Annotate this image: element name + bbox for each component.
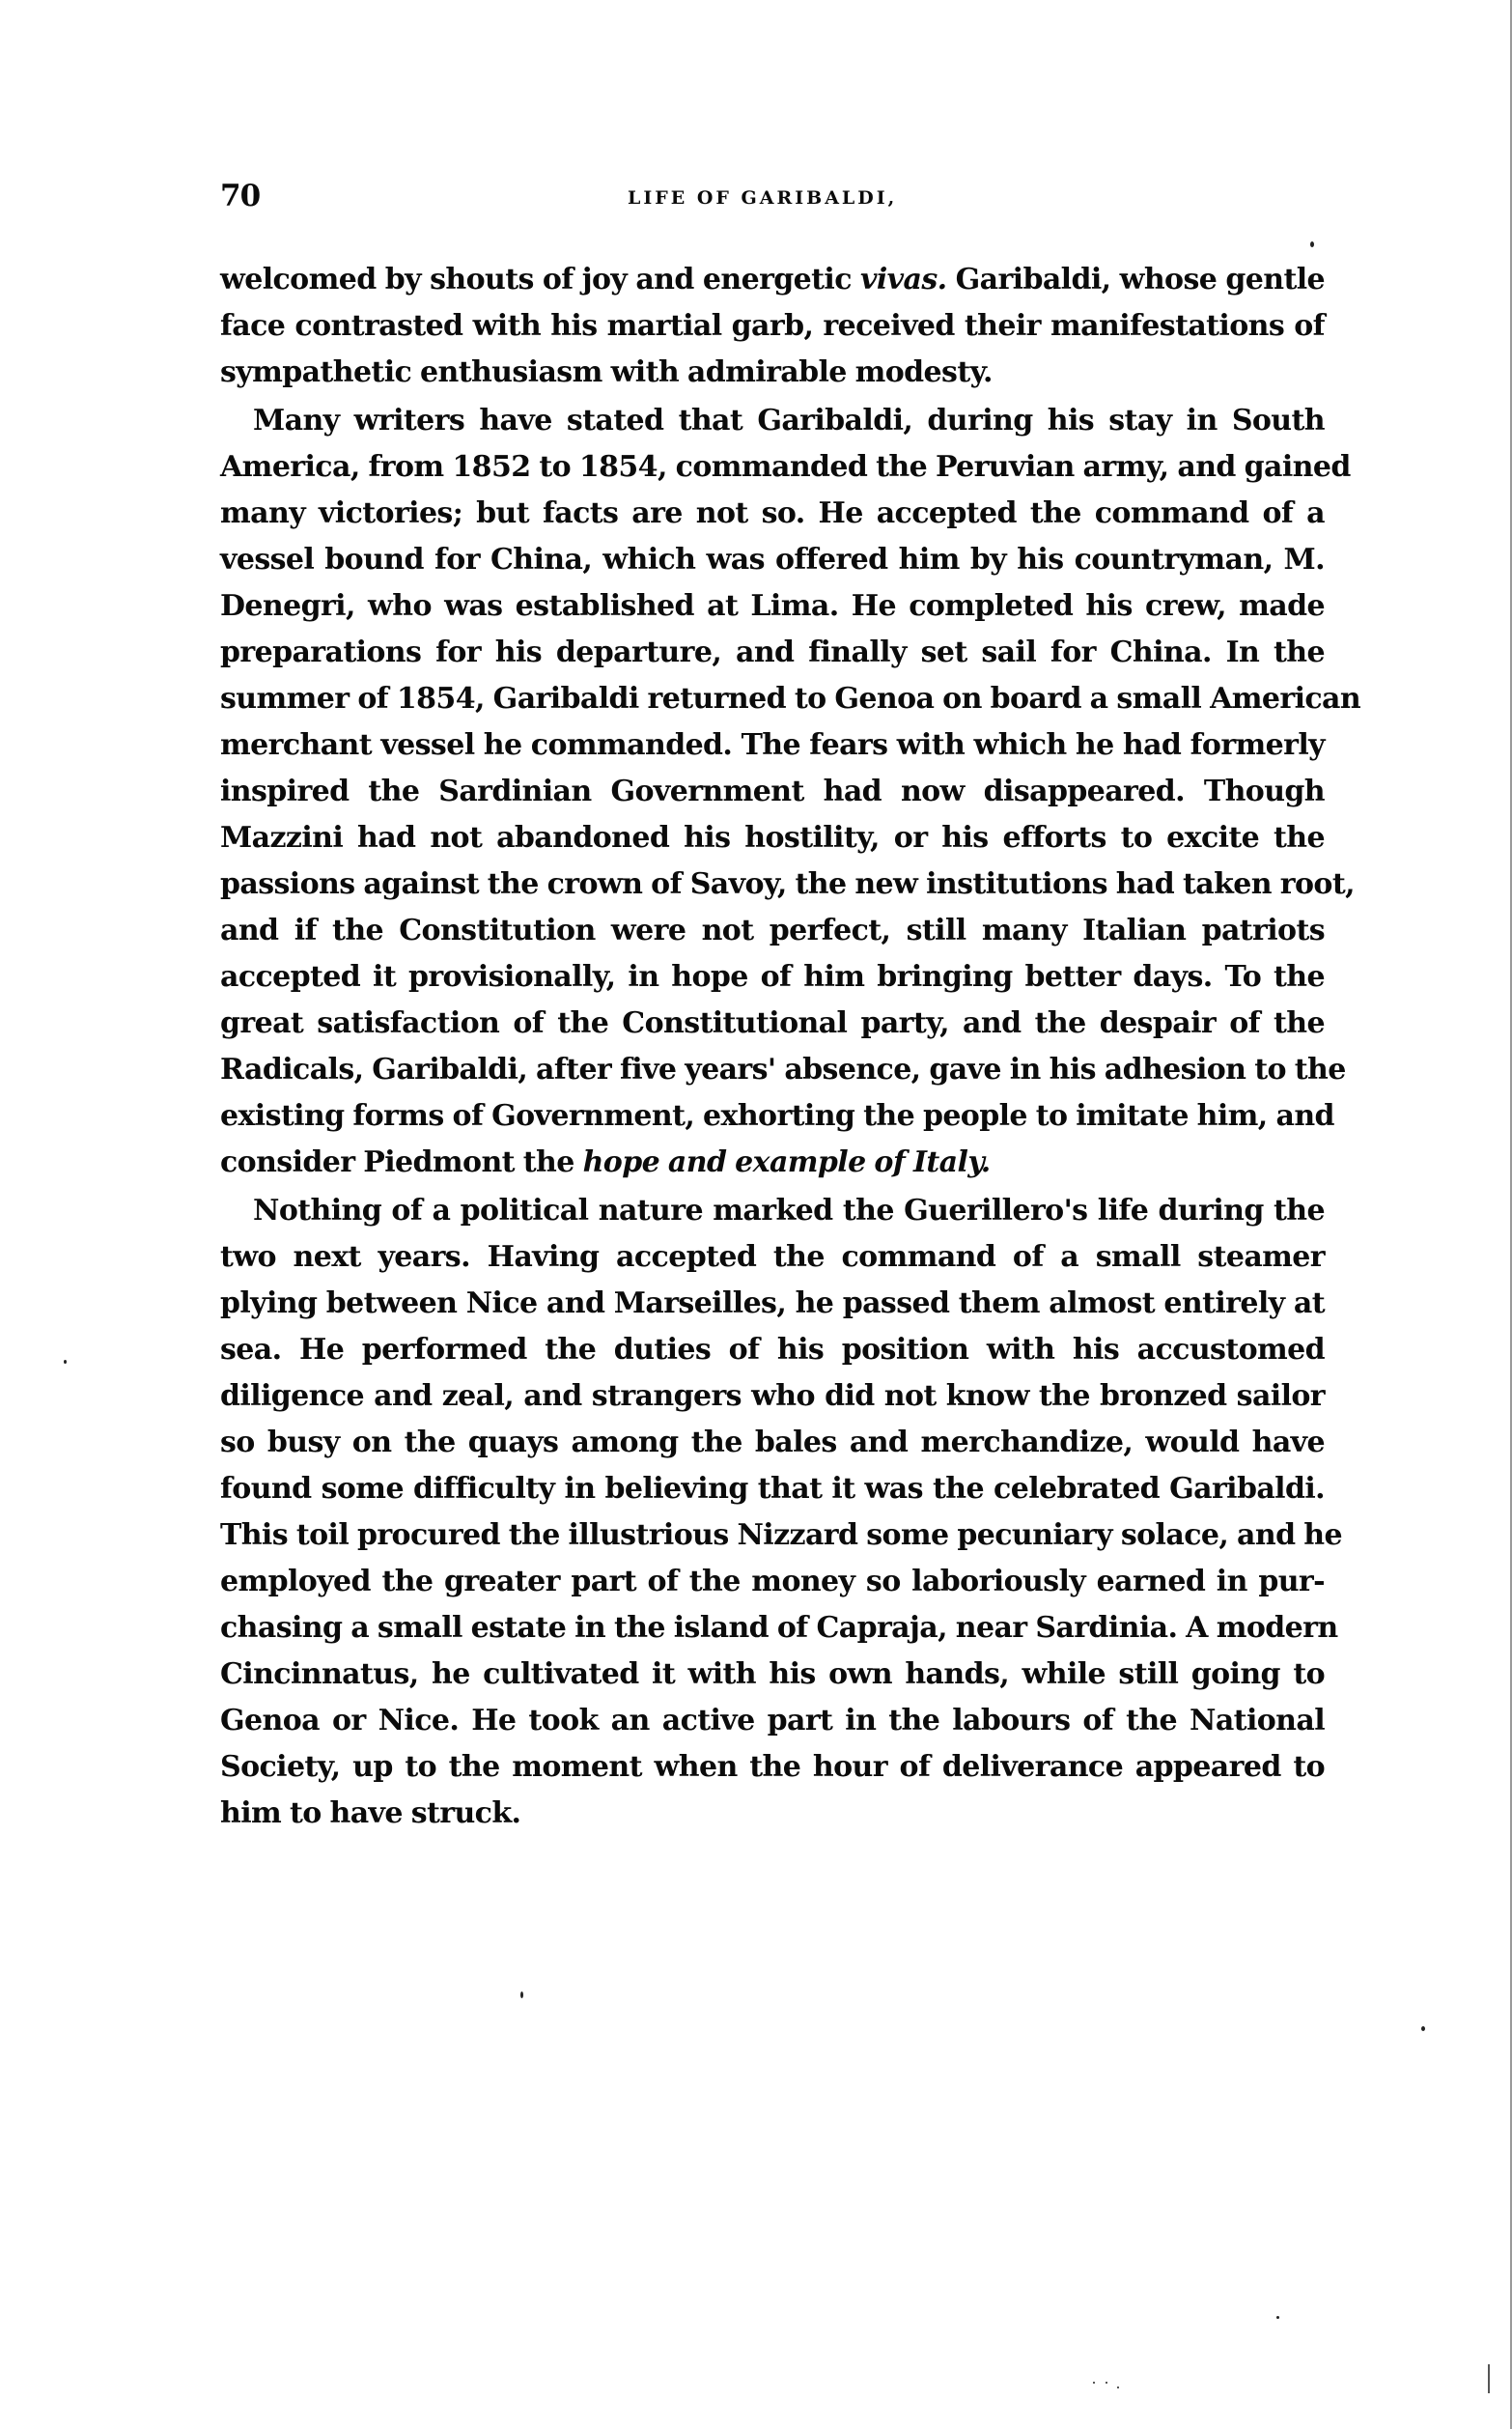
- text-line: many victories; but facts are not so. He accepted the command of a: [220, 496, 1325, 530]
- text-line: existing forms of Government, exhorting the people to imitate him, and: [220, 1099, 1334, 1133]
- running-head: [220, 177, 1325, 215]
- text-line: Mazzini had not abandoned his hostility, or his efforts to excite the: [220, 821, 1325, 855]
- text-line: found some difficulty in believing that it was the celebrated Garibaldi.: [220, 1472, 1325, 1506]
- text-line: accepted it provisionally, in hope of him bringing better days. To the: [220, 960, 1325, 994]
- page-number: 70: [220, 179, 261, 213]
- text-run: Garibaldi, whose gentle: [946, 263, 1325, 297]
- text-line: employed the greater part of the money so laboriously earned in pur-: [220, 1565, 1325, 1598]
- scan-speck: [64, 1360, 67, 1364]
- text-line: great satisfaction of the Constitutional party, and the despair of the: [220, 1006, 1325, 1040]
- text-line: face contrasted with his martial garb, received their manifestations of: [220, 309, 1325, 343]
- text-line: Genoa or Nice. He took an active part in the labours of the National: [220, 1704, 1325, 1737]
- running-title: LIFE OF GARIBALDI,: [628, 187, 898, 209]
- body-text: [220, 257, 1361, 1837]
- scan-speck: [1310, 241, 1314, 247]
- paragraph-2: [220, 398, 1361, 1186]
- text-line: summer of 1854, Garibaldi returned to Genoa on board a small American: [220, 682, 1361, 716]
- text-line: diligence and zeal, and strangers who did not know the bronzed sailor: [220, 1379, 1325, 1413]
- text-line: [220, 1140, 1325, 1186]
- text-run: consider Piedmont the: [220, 1145, 583, 1179]
- text-line: Radicals, Garibaldi, after five years' absence, gave in his adhesion to the: [220, 1053, 1346, 1087]
- text-line: Nothing of a political nature marked the Guerillero's life during the: [253, 1194, 1325, 1228]
- text-line: Cincinnatus, he cultivated it with his own hands, while still going to: [220, 1657, 1325, 1691]
- text-line: him to have struck.: [220, 1796, 521, 1830]
- text-line: merchant vessel he commanded. The fears with which he had formerly: [220, 728, 1325, 762]
- text-line: so busy on the quays among the bales and merchandize, would have: [220, 1426, 1325, 1459]
- text-line: sympathetic enthusiasm with admirable modesty.: [220, 355, 993, 389]
- scan-speck: [520, 1991, 523, 1998]
- text-line: inspired the Sardinian Government had now disappeared. Though: [220, 775, 1325, 808]
- text-line: plying between Nice and Marseilles, he passed them almost entirely at: [220, 1286, 1325, 1320]
- paragraph-1: [220, 257, 1325, 396]
- text-line: Many writers have stated that Garibaldi, during his stay in South: [253, 404, 1325, 438]
- text-line: [220, 257, 1325, 303]
- scan-speck: [1106, 2382, 1107, 2384]
- text-line: chasing a small estate in the island of Capraja, near Sardinia. A modern: [220, 1611, 1338, 1645]
- text-line: America, from 1852 to 1854, commanded the Peruvian army, and gained: [220, 450, 1351, 484]
- text-line: preparations for his departure, and finally set sail for China. In the: [220, 635, 1325, 669]
- scan-speck: [1093, 2382, 1095, 2384]
- italic-text-run: vivas.: [860, 263, 947, 297]
- scan-speck: [1117, 2387, 1119, 2388]
- text-line: Society, up to the moment when the hour of deliverance appeared to: [220, 1750, 1325, 1784]
- text-run: welcomed by shouts of joy and energetic: [220, 263, 861, 297]
- scan-speck: [1276, 2316, 1279, 2319]
- text-line: This toil procured the illustrious Nizzard some pecuniary solace, and he: [220, 1518, 1343, 1552]
- text-line: Denegri, who was established at Lima. He completed his crew, made: [220, 589, 1325, 623]
- text-line: and if the Constitution were not perfect, still many Italian patriots: [220, 914, 1325, 947]
- text-line: sea. He performed the duties of his position with his accustomed: [220, 1333, 1325, 1367]
- text-line: vessel bound for China, which was offered him by his countryman, M.: [220, 543, 1325, 577]
- italic-text-run: hope and example of Italy.: [582, 1145, 991, 1179]
- scan-speck: [1421, 2026, 1425, 2031]
- text-line: two next years. Having accepted the command of a small steamer: [220, 1240, 1325, 1274]
- scan-line-mark: [1488, 2364, 1490, 2393]
- text-line: passions against the crown of Savoy, the new institutions had taken root,: [220, 867, 1355, 901]
- paragraph-3: [220, 1188, 1343, 1837]
